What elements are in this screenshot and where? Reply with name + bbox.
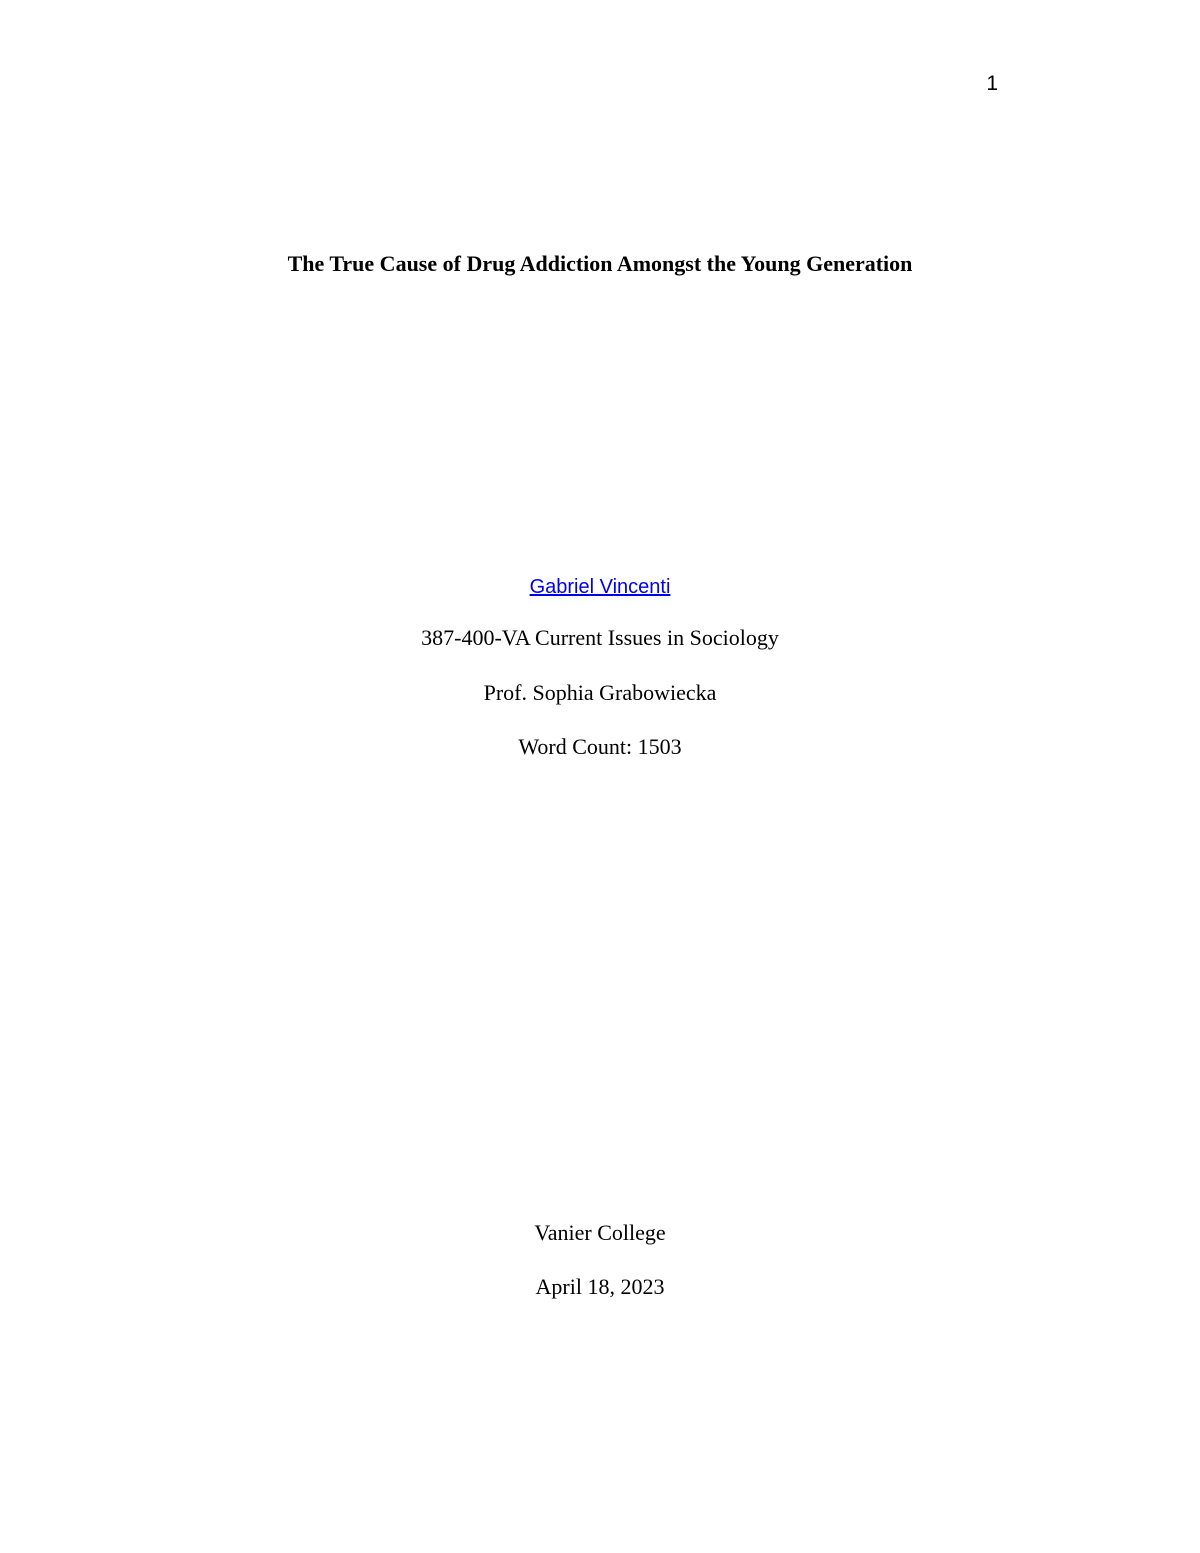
paper-title: The True Cause of Drug Addiction Amongst the Young Generation — [287, 251, 913, 276]
institution-line: Vanier College — [534, 1220, 666, 1245]
word-count: Word Count: 1503 — [518, 734, 682, 759]
author-line — [0, 574, 1200, 600]
author-link[interactable]: Gabriel Vincenti — [529, 576, 671, 598]
professor-line: Prof. Sophia Grabowiecka — [483, 680, 717, 705]
course-line: 387-400-VA Current Issues in Sociology — [421, 625, 779, 650]
page-number: 1 — [986, 72, 998, 95]
date-line: April 18, 2023 — [535, 1274, 665, 1299]
